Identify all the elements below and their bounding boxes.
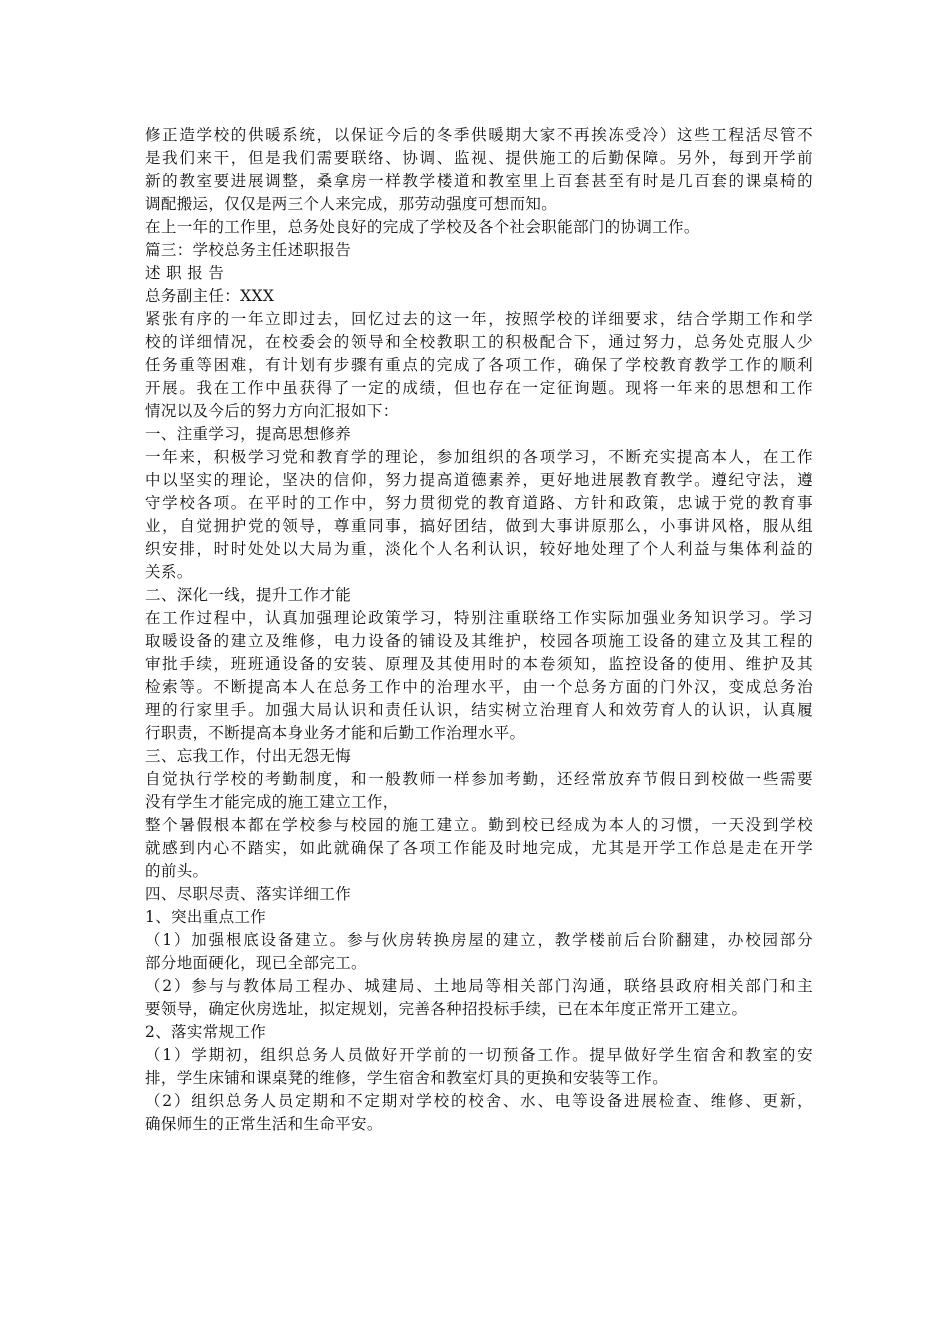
text-line: 就感到内心不踏实，如此就确保了各项工作能及时地完成，尤其是开学工作总是走在开学 (145, 839, 813, 857)
text-line: 的前头。 (145, 862, 209, 880)
text-line: （1）加强根底设备建立。参与伙房转换房屋的建立，教学楼前后台阶翻建，办校园部分 (145, 931, 813, 949)
text-line: （2）组织总务人员定期和不定期对学校的校舍、水、电等设备进展检查、维修、更新， (145, 1092, 813, 1110)
text-line: 开展。我在工作中虽获得了一定的成绩，但也存在一定征询题。现将一年来的思想和工作 (145, 379, 813, 397)
text-line: 关系。 (145, 563, 193, 581)
text-line: 守学校各项。在平时的工作中，努力贯彻党的教育道路、方针和政策，忠诚于党的教育事 (145, 494, 813, 512)
text-line: 行职责，不断提高本身业务才能和后勤工作治理水平。 (145, 724, 526, 742)
text-line: 三、忘我工作，付出无怨无悔 (145, 747, 352, 765)
text-line: 四、尽职尽责、落实详细工作 (145, 885, 352, 903)
text-line: 部分地面硬化，现已全部完工。 (145, 954, 367, 972)
text-line: 二、深化一线，提升工作才能 (145, 586, 352, 604)
text-line: 在工作过程中，认真加强理论政策学习，特别注重联络工作实际加强业务知识学习。学习 (145, 609, 813, 627)
text-line: 取暖设备的建立及维修，电力设备的铺设及其维护，校园各项施工设备的建立及其工程的 (145, 632, 813, 650)
report-text (145, 124, 813, 1136)
text-line: 紧张有序的一年立即过去，回忆过去的这一年，按照学校的详细要求，结合学期工作和学 (145, 310, 813, 328)
text-line: 2、落实常规工作 (145, 1023, 267, 1041)
text-line: 新的教室要进展调整，桑拿房一样教学楼道和教室里上百套甚至有时是几百套的课桌椅的 (145, 172, 813, 190)
text-line: 要领导，确定伙房选址，拟定规划，完善各种招投标手续，已在本年度正常开工建立。 (145, 1000, 748, 1018)
text-line: 整个暑假根本都在学校参与校园的施工建立。勤到校已经成为本人的习惯，一天没到学校 (145, 816, 813, 834)
text-line: 任务重等困难，有计划有步骤有重点的完成了各项工作，确保了学校教育教学工作的顺利 (145, 356, 813, 374)
document-body (145, 124, 813, 1136)
text-line: 检索等。不断提高本人在总务工作中的治理水平，由一个总务方面的门外汉，变成总务治 (145, 678, 813, 696)
text-line: 织安排，时时处处以大局为重，淡化个人名利认识，较好地处理了个人利益与集体利益的 (145, 540, 813, 558)
text-line: 述 职 报 告 (145, 264, 225, 282)
text-line: 中以坚实的理论，坚决的信仰，努力提高道德素养，更好地进展教育教学。遵纪守法，遵 (145, 471, 813, 489)
text-line: 一、注重学习，提高思想修养 (145, 425, 352, 443)
text-line: 自觉执行学校的考勤制度，和一般教师一样参加考勤，还经常放弃节假日到校做一些需要 (145, 770, 813, 788)
text-line: （2）参与与教体局工程办、城建局、土地局等相关部门沟通，联络县政府相关部门和主 (145, 977, 813, 995)
text-line: 篇三：学校总务主任述职报告 (145, 241, 352, 259)
text-line: 审批手续，班班通设备的安装、原理及其使用时的本卷须知，监控设备的使用、维护及其 (145, 655, 813, 673)
text-line: 是我们来干，但是我们需要联络、协调、监视、提供施工的后勤保障。另外，每到开学前 (145, 149, 813, 167)
text-line: 排，学生床铺和课桌凳的维修，学生宿舍和教室灯具的更换和安装等工作。 (145, 1069, 669, 1087)
text-line: （1）学期初，组织总务人员做好开学前的一切预备工作。提早做好学生宿舍和教室的安 (145, 1046, 813, 1064)
text-line: 1、突出重点工作 (145, 908, 267, 926)
text-line: 业，自觉拥护党的领导，尊重同事，搞好团结，做到大事讲原那么，小事讲风格，服从组 (145, 517, 813, 535)
text-line: 没有学生才能完成的施工建立工作， (145, 793, 399, 811)
text-line: 修正造学校的供暖系统，以保证今后的冬季供暖期大家不再挨冻受冷）这些工程活尽管不 (145, 126, 813, 144)
text-line: 总务副主任：XXX (145, 287, 275, 305)
text-line: 情况以及今后的努力方向汇报如下： (145, 402, 399, 420)
text-line: 确保师生的正常生活和生命平安。 (145, 1115, 383, 1133)
text-line: 在上一年的工作里，总务处良好的完成了学校及各个社会职能部门的协调工作。 (145, 218, 700, 236)
text-line: 校的详细情况，在校委会的领导和全校教职工的积极配合下，通过努力，总务处克服人少 (145, 333, 813, 351)
text-line: 调配搬运，仅仅是两三个人来完成，那劳动强度可想而知。 (145, 195, 558, 213)
text-line: 理的行家里手。加强大局认识和责任认识，结实树立治理育人和效劳育人的认识，认真履 (145, 701, 813, 719)
text-line: 一年来，积极学习党和教育学的理论，参加组织的各项学习，不断充实提高本人，在工作 (145, 448, 813, 466)
